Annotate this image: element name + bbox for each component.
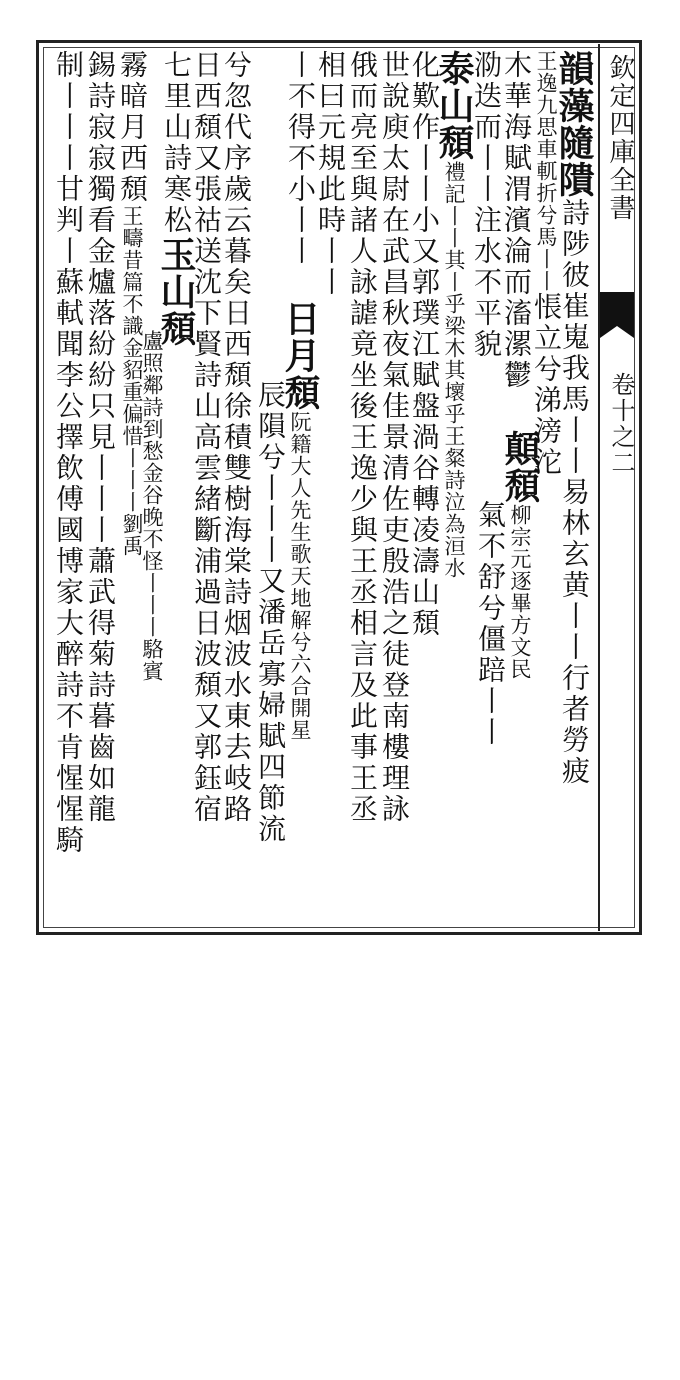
column-text: 泐迭而丨丨注水不平貌 (470, 50, 503, 360)
column-text: 制丨丨丨甘判丨蘇軾聞李公擇飲傅國博家大醉詩不肯惺惺騎 (52, 50, 85, 856)
column-text: 錫詩寂寂獨看金爐落紛紛只見丨丨丨蕭武得菊詩暮齒如龍 (84, 50, 117, 825)
column-text: 悵立兮涕滂沱 (530, 292, 563, 478)
entry-heading: 韻藻隨隤 (553, 50, 595, 198)
column-annotation: 盧照鄰詩到愁金谷晚不怪丨丨丨駱賓 (140, 330, 164, 682)
column-annotation: 阮籍大人先生歌天地解兮六合開星 (288, 411, 312, 741)
juan-number: 卷十之二 (607, 372, 635, 476)
column-text: 氣不舒兮僵踣丨丨 (474, 500, 507, 748)
text-column-21 (46, 50, 90, 930)
column-text: 相曰元規此時丨丨 (314, 50, 347, 298)
column-text: 七里山詩寒松 (160, 50, 193, 236)
column-text: 木華海賦渭濱淪而滀漯鬱 (500, 50, 533, 391)
column-text: 辰隕兮丨丨丨又潘岳寡婦賦四節流 (254, 380, 287, 845)
column-text: 俄而亮至與諸人詠謔竟坐後王逸少與王丞相言及此事王丞 (346, 50, 379, 825)
entry-heading: 日月頹 (279, 300, 321, 411)
column-annotation: 禮記丨丨其丨乎梁木其壞乎王粲詩泣為洹水 (442, 161, 466, 579)
entry-heading: 顛頹 (499, 430, 541, 504)
column-text: 日西頹又張祜送沈下賢詩山高雲緒斷浦過日波頹又郭鈺宿 (190, 50, 223, 825)
column-annotation: 柳宗元逐畢方文民 (508, 504, 532, 680)
book-title: 欽定四庫全書 (605, 54, 635, 222)
column-annotation: 王疇昔篇不識金貂重偏惜丨丨丨劉禹 (120, 205, 144, 557)
column-text: 兮忽代序歲云暮矣日西頹徐積雙樹海棠詩烟波水東去岐路 (220, 50, 253, 825)
fishtail-mark (600, 292, 634, 326)
column-annotation: 王逸九思車軏折兮馬丨丨 (534, 50, 558, 292)
column-text: 丨不得不小丨丨 (284, 50, 317, 267)
entry-heading: 泰山頹 (433, 50, 475, 161)
column-text: 世說庾太尉在武昌秋夜氣佳景清佐吏殷浩之徒登南樓理詠 (378, 50, 411, 825)
entry-heading: 玉山頹 (155, 236, 197, 347)
column-text: 霧暗月西頹 (116, 50, 149, 205)
column-text: 詩陟彼崔嵬我馬丨丨易林玄黄丨丨行者勞疲 (558, 198, 591, 787)
column-text: 化歎作丨丨小又郭璞江賦盤渦谷轉凌濤山頹 (408, 50, 441, 639)
